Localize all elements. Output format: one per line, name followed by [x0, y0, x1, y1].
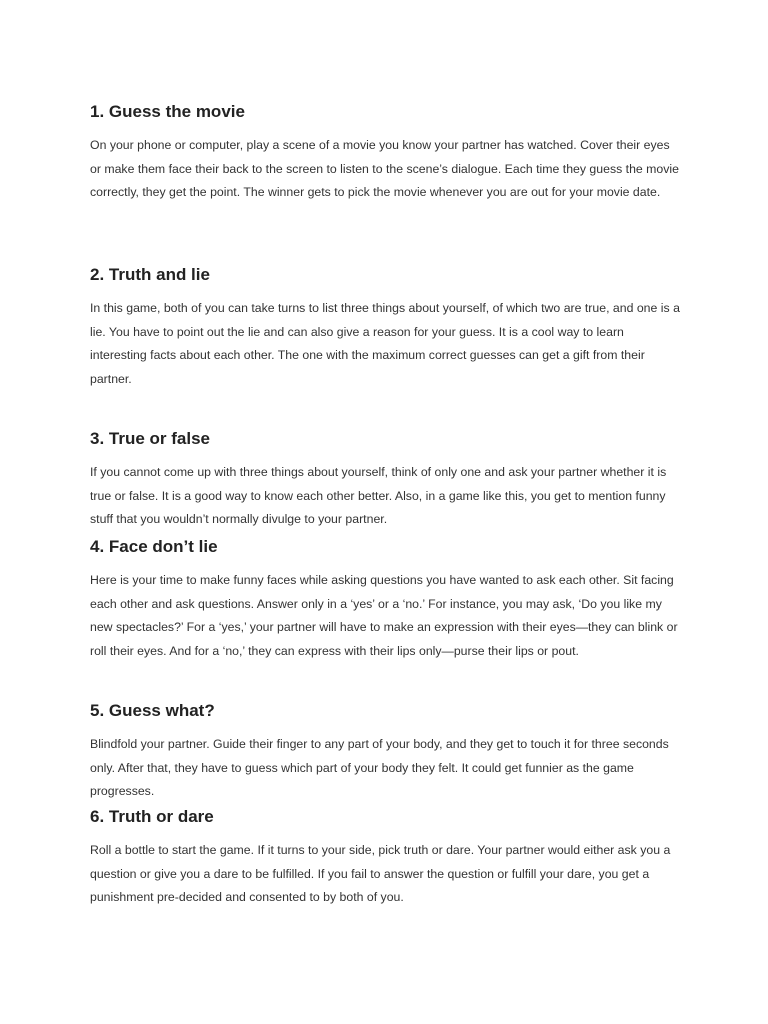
section-body: Here is your time to make funny faces while asking questions you have wanted to ask each other. Sit facing each other and ask questions. Answer only in a ‘yes’ or a ‘no.’ For instance, you may ask, ‘Do you like my new spectacles?’ For a ‘yes,’ your partner will have to make an expression with their eyes—they can blink or roll their eyes. And for a ‘no,’ they can express with their lips only—purse their lips or pout.: [90, 573, 678, 658]
section-body: Blindfold your partner. Guide their finger to any part of your body, and they get to touch it for three seconds only. After that, they have to guess which part of your body they felt. It could get funnier as the game progresses.: [90, 737, 669, 799]
section-heading: 1. Guess the movie: [90, 102, 245, 121]
section-heading: 2. Truth and lie: [90, 265, 210, 284]
section-body: If you cannot come up with three things about yourself, think of only one and ask your partner whether it is true or false. It is a good way to know each other better. Also, in a game like this, you get to mention funny stuff that you wouldn’t normally divulge to your partner.: [90, 465, 667, 527]
section-guess-what: [90, 700, 680, 804]
section-heading: 6. Truth or dare: [90, 807, 214, 826]
section-heading: 4. Face don’t lie: [90, 537, 218, 556]
section-true-or-false: [90, 428, 680, 532]
section-heading: 3. True or false: [90, 429, 210, 448]
section-truth-and-lie: [90, 264, 680, 391]
section-face-dont-lie: [90, 536, 680, 663]
section-body: In this game, both of you can take turns to list three things about yourself, of which two are true, and one is a lie. You have to point out the lie and can also give a reason for your guess. It is a cool way to learn interesting facts about each other. The one with the maximum correct guesses can get a gift from their partner.: [90, 301, 680, 386]
section-heading: 5. Guess what?: [90, 701, 215, 720]
section-body: On your phone or computer, play a scene of a movie you know your partner has watched. Cover their eyes or make them face their back to the screen to listen to the scene’s dialogue. Each time they guess the movie correctly, they get the point. The winner gets to pick the movie whenever you are out for your movie date.: [90, 138, 679, 200]
section-body: Roll a bottle to start the game. If it turns to your side, pick truth or dare. Your partner would either ask you a question or give you a dare to be fulfilled. If you fail to answer the question or fulfill your dare, you get a punishment pre-decided and consented to by both of you.: [90, 843, 671, 905]
section-guess-the-movie: [90, 101, 680, 205]
section-truth-or-dare: [90, 806, 680, 910]
